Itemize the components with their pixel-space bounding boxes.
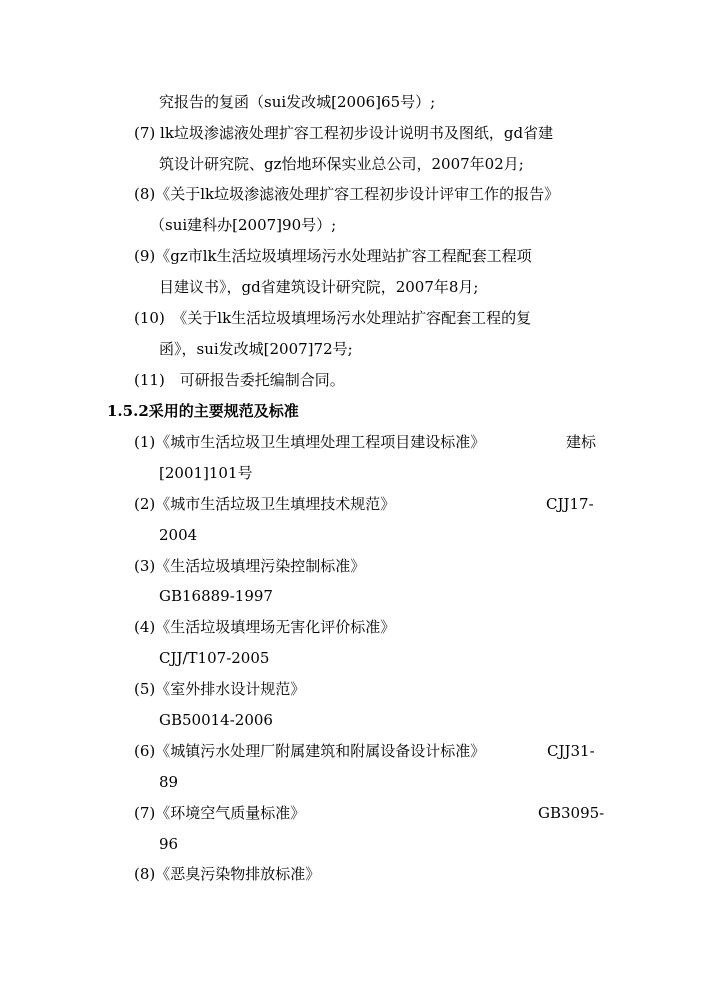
- standard-3-title: (3)《生活垃圾填埋污染控制标准》: [134, 557, 366, 575]
- standard-6-title: (6)《城镇污水处理厂附属建筑和附属设备设计标准》: [134, 742, 486, 760]
- ref-item8-line2: （sui建科办[2007]90号）;: [150, 216, 337, 234]
- ref-item10-line1: (10) 《关于lk生活垃圾填埋场污水处理站扩容配套工程的复: [134, 309, 532, 327]
- standard-8-title: (8)《恶臭污染物排放标准》: [134, 865, 321, 883]
- standard-7-title: (7)《环境空气质量标准》: [134, 804, 306, 822]
- standard-1-code-cont: [2001]101号: [159, 464, 253, 482]
- standard-4-code-cont: CJJ/T107-2005: [159, 649, 270, 667]
- standard-2-code-cont: 2004: [159, 526, 198, 544]
- standard-3-code-cont: GB16889-1997: [159, 587, 273, 605]
- section-heading: 1.5.2采用的主要规范及标准: [107, 402, 299, 420]
- ref-item8-line1: (8)《关于lk垃圾渗滤液处理扩容工程初步设计评审工作的报告》: [134, 185, 560, 203]
- standard-6-code-cont: 89: [159, 773, 179, 791]
- ref-item9-line1: (9)《gz市lk生活垃圾填埋场污水处理站扩容工程配套工程项: [134, 247, 532, 265]
- ref-item6-continuation: 究报告的复函（sui发改城[2006]65号）;: [159, 93, 436, 111]
- standard-2-code: CJJ17-: [546, 495, 594, 513]
- standard-1-code: 建标: [566, 433, 597, 451]
- standard-2-title: (2)《城市生活垃圾卫生填埋技术规范》: [134, 495, 396, 513]
- standard-7-code: GB3095-: [538, 804, 605, 822]
- ref-item11: (11) 可研报告委托编制合同。: [134, 371, 345, 389]
- standard-7-code-cont: 96: [159, 835, 179, 853]
- ref-item7-line2: 筑设计研究院、gz怡地环保实业总公司，2007年02月;: [159, 155, 524, 173]
- standard-5-title: (5)《室外排水设计规范》: [134, 680, 306, 698]
- standard-6-code: CJJ31-: [547, 742, 595, 760]
- ref-item10-line2: 函》，sui发改城[2007]72号;: [159, 340, 353, 358]
- standard-1-title: (1)《城市生活垃圾卫生填埋处理工程项目建设标准》: [134, 433, 486, 451]
- standard-5-code-cont: GB50014-2006: [159, 711, 273, 729]
- ref-item7-line1: (7) lk垃圾渗滤液处理扩容工程初步设计说明书及图纸，gd省建: [134, 124, 554, 142]
- standard-4-title: (4)《生活垃圾填埋场无害化评价标准》: [134, 618, 396, 636]
- ref-item9-line2: 目建议书》，gd省建筑设计研究院，2007年8月;: [159, 278, 479, 296]
